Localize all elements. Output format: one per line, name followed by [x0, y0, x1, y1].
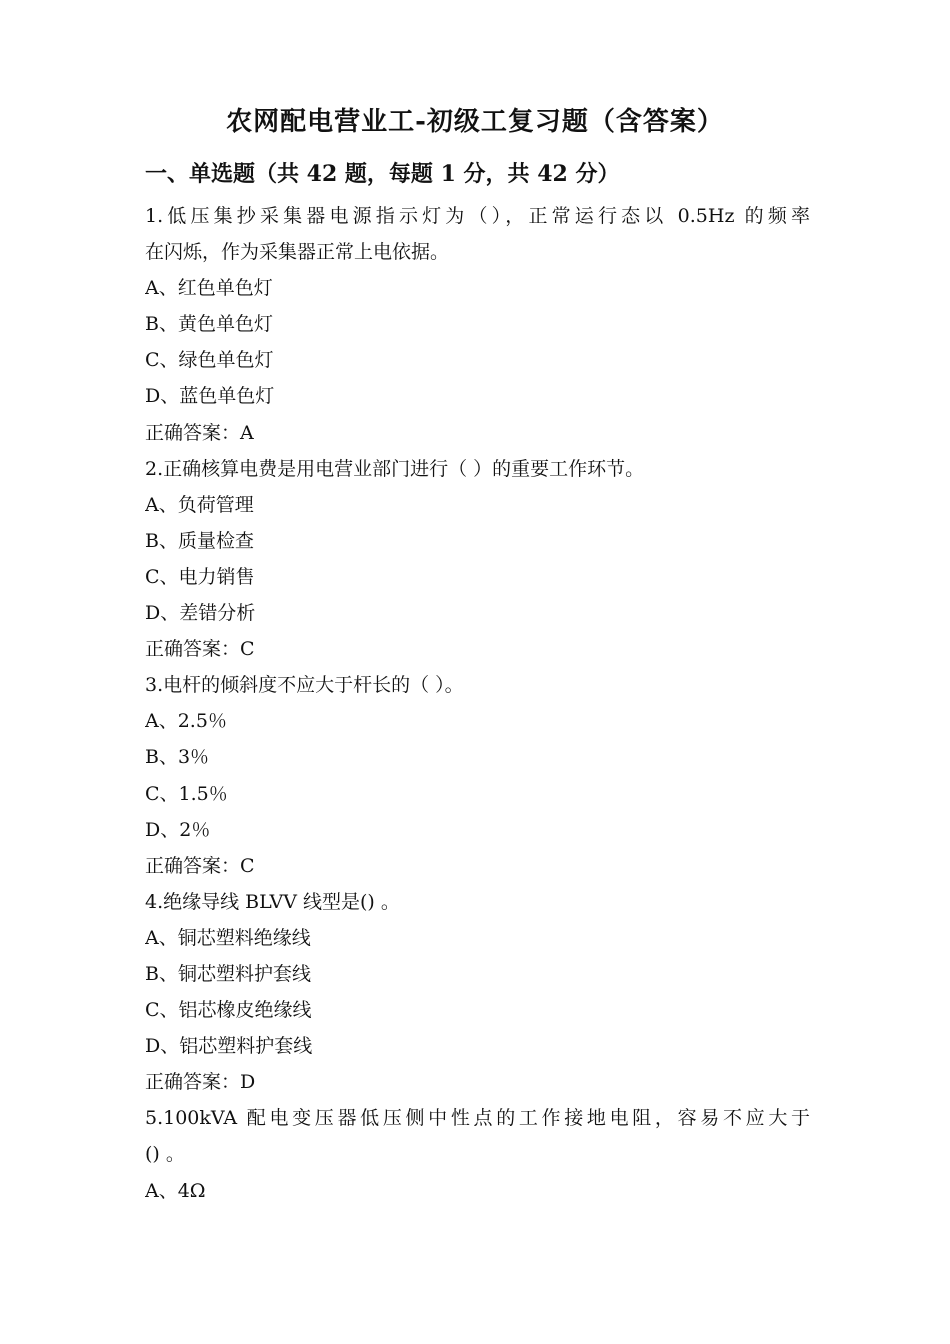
answer-option: C、绿色单色灯	[145, 349, 274, 372]
answer-option: D、铝芯塑料护套线	[145, 1035, 313, 1058]
correct-answer: 正确答案：C	[145, 854, 255, 877]
answer-option: A、4Ω	[145, 1179, 206, 1202]
document-title: 农网配电营业工-初级工复习题（含答案）	[226, 107, 724, 137]
answer-option: D、2％	[145, 818, 211, 841]
answer-option: A、2.5％	[145, 710, 227, 733]
answer-option: C、1.5％	[145, 782, 228, 805]
answer-option: A、铜芯塑料绝缘线	[145, 926, 311, 949]
question-text-line: () 。	[145, 1143, 185, 1166]
question-text-line: 5.100kVA 配电变压器低压侧中性点的工作接地电阻，容易不应大于	[145, 1107, 810, 1130]
question-text-line: 3.电杆的倾斜度不应大于杆长的（ ）。	[145, 674, 464, 697]
correct-answer: 正确答案：A	[145, 421, 254, 444]
answer-option: B、铜芯塑料护套线	[145, 962, 311, 985]
question-list	[145, 198, 810, 1209]
answer-option: C、铝芯橡皮绝缘线	[145, 999, 312, 1022]
answer-option: A、红色单色灯	[145, 277, 273, 300]
answer-option: D、蓝色单色灯	[145, 385, 275, 408]
answer-option: B、3％	[145, 746, 210, 769]
answer-option: C、电力销售	[145, 565, 255, 588]
correct-answer: 正确答案：D	[145, 1071, 256, 1094]
correct-answer: 正确答案：C	[145, 638, 255, 661]
question-text-line: 4.绝缘导线 BLVV 线型是() 。	[145, 890, 400, 913]
question-text-line: 2.正确核算电费是用电营业部门进行（ ）的重要工作环节。	[145, 457, 645, 480]
section-heading: 一、单选题（共 42 题，每题 1 分，共 42 分）	[145, 161, 620, 187]
answer-option: B、质量检查	[145, 529, 254, 552]
answer-option: D、差错分析	[145, 602, 256, 625]
question-text-line: 1.低压集抄采集器电源指示灯为（），正常运行态以 0.5Hz 的频率	[145, 205, 810, 227]
question-text-line: 在闪烁，作为采集器正常上电依据。	[145, 241, 450, 264]
answer-option: B、黄色单色灯	[145, 313, 273, 336]
answer-option: A、负荷管理	[145, 493, 254, 516]
